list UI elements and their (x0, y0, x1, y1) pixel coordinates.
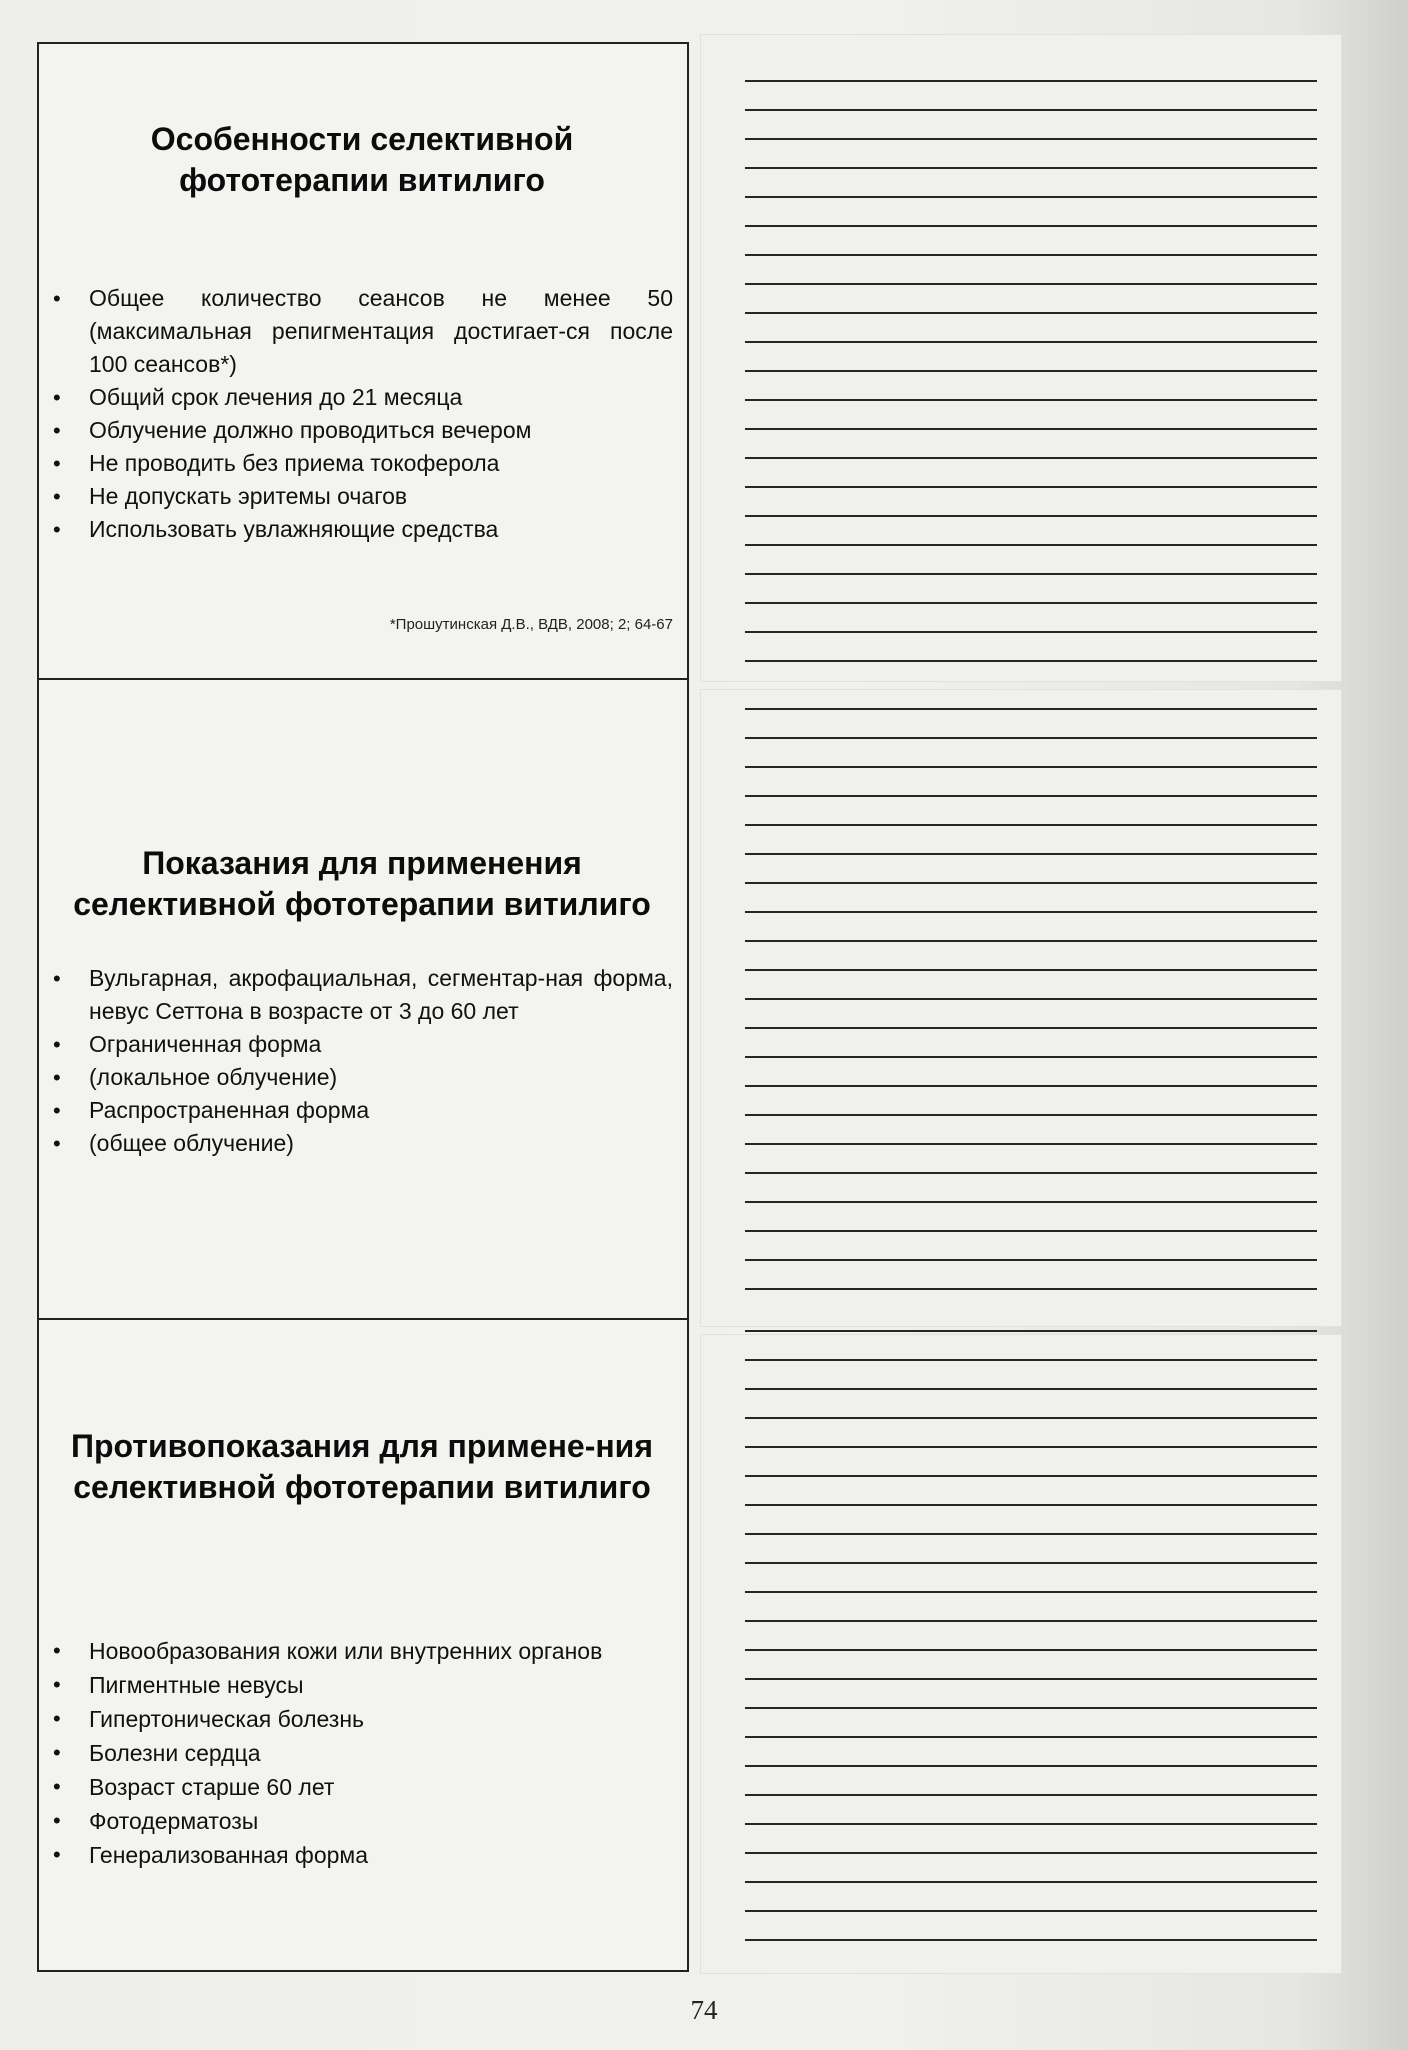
bullet-icon: • (53, 1740, 61, 1765)
bullet-icon: • (53, 1032, 61, 1057)
note-rule-line (745, 1359, 1317, 1361)
note-rule-line (745, 1736, 1317, 1738)
list-item: • Гипертоническая болезнь (51, 1702, 673, 1736)
list-item: • Вульгарная, акрофациальная, сегментар-ная форма, невус Сеттона в возрасте от 3 до 60 лет (51, 962, 673, 1028)
bullet-list (51, 1634, 673, 1872)
note-rule-line (745, 1794, 1317, 1796)
note-rule-line (745, 399, 1317, 401)
bullet-icon: • (53, 1774, 61, 1799)
note-rule-line (745, 457, 1317, 459)
list-item: • Использовать увлажняющие средства (51, 513, 673, 546)
note-rule-line (745, 1533, 1317, 1535)
slide-title: Особенности селективной фототерапии витилиго (150, 121, 574, 198)
note-rule-line (745, 1288, 1317, 1290)
list-item: • Возраст старше 60 лет (51, 1770, 673, 1804)
bullet-icon: • (53, 1672, 61, 1697)
note-rule-line (745, 370, 1317, 372)
list-item: • Ограниченная форма (51, 1028, 673, 1061)
note-rule-line (745, 882, 1317, 884)
bullet-icon: • (53, 451, 61, 476)
note-rule-line (745, 1562, 1317, 1564)
note-rule-line (745, 1230, 1317, 1232)
note-rule-line (745, 515, 1317, 517)
note-panel (700, 34, 1342, 682)
note-rule-line (745, 312, 1317, 314)
note-rule-line (745, 1388, 1317, 1390)
note-rule-line (745, 631, 1317, 633)
note-rule-line (745, 1446, 1317, 1448)
note-rule-line (745, 1620, 1317, 1622)
note-rule-line (745, 80, 1317, 82)
note-rule-line (745, 1649, 1317, 1651)
bullet-icon: • (53, 1098, 61, 1123)
note-rule-line (745, 1881, 1317, 1883)
bullet-icon: • (53, 517, 61, 542)
list-item: • (общее облучение) (51, 1127, 673, 1160)
note-rule-line (745, 254, 1317, 256)
note-rule-line (745, 824, 1317, 826)
note-rule-line (745, 167, 1317, 169)
bullet-icon: • (53, 286, 61, 311)
note-rule-line (745, 109, 1317, 111)
note-rule-line (745, 1085, 1317, 1087)
note-rule-line (745, 1201, 1317, 1203)
list-item: • Болезни сердца (51, 1736, 673, 1770)
notes-column (700, 34, 1342, 1974)
note-rule-line (745, 1259, 1317, 1261)
bullet-icon: • (53, 1842, 61, 1867)
note-rule-line (745, 1939, 1317, 1941)
note-rule-line (745, 1056, 1317, 1058)
bullet-icon: • (53, 1808, 61, 1833)
note-rule-line (745, 1114, 1317, 1116)
note-rule-line (745, 737, 1317, 739)
note-rule-line (745, 428, 1317, 430)
list-item: • Генерализованная форма (51, 1838, 673, 1872)
note-rule-line (745, 1330, 1317, 1332)
slides-column (37, 42, 689, 1972)
bullet-icon: • (53, 966, 61, 991)
note-rule-line (745, 1707, 1317, 1709)
bullet-icon: • (53, 1706, 61, 1731)
note-rule-line (745, 1823, 1317, 1825)
note-rule-line (745, 341, 1317, 343)
note-rule-line (745, 940, 1317, 942)
note-rule-line (745, 1143, 1317, 1145)
note-rule-line (745, 1910, 1317, 1912)
list-item: • (локальное облучение) (51, 1061, 673, 1094)
bullet-list (51, 282, 673, 546)
note-rule-line (745, 911, 1317, 913)
note-rule-line (745, 225, 1317, 227)
note-rule-line (745, 1504, 1317, 1506)
bullet-icon: • (53, 385, 61, 410)
slide-title: Противопоказания для примене-ния селективной фототерапии витилиго (70, 1428, 654, 1505)
note-panel (700, 1334, 1342, 1974)
list-item: • Не проводить без приема токоферола (51, 447, 673, 480)
note-rule-line (745, 486, 1317, 488)
note-rule-line (745, 1027, 1317, 1029)
bullet-icon: • (53, 484, 61, 509)
slide-title: Показания для применения селективной фототерапии витилиго (73, 845, 651, 922)
list-item: • Общее количество сеансов не менее 50 (максимальная репигментация достигает-ся после 100 сеансов*) (51, 282, 673, 381)
list-item: • Распространенная форма (51, 1094, 673, 1127)
note-rule-line (745, 138, 1317, 140)
note-rule-line (745, 1172, 1317, 1174)
bullet-icon: • (53, 1065, 61, 1090)
list-item: • Общий срок лечения до 21 месяца (51, 381, 673, 414)
note-rule-line (745, 1765, 1317, 1767)
list-item: • Новообразования кожи или внутренних органов (51, 1634, 673, 1668)
note-rule-line (745, 1678, 1317, 1680)
note-rule-line (745, 660, 1317, 662)
slide-indications (39, 680, 687, 1320)
bullet-icon: • (53, 418, 61, 443)
list-item: • Облучение должно проводиться вечером (51, 414, 673, 447)
bullet-icon: • (53, 1131, 61, 1156)
list-item: • Фотодерматозы (51, 1804, 673, 1838)
note-rule-line (745, 573, 1317, 575)
note-rule-line (745, 998, 1317, 1000)
note-rule-line (745, 544, 1317, 546)
note-rule-line (745, 602, 1317, 604)
bullet-list (51, 962, 673, 1160)
note-rule-line (745, 1852, 1317, 1854)
note-rule-line (745, 708, 1317, 710)
note-rule-line (745, 1591, 1317, 1593)
note-rule-line (745, 1417, 1317, 1419)
note-rule-line (745, 1475, 1317, 1477)
list-item: • Не допускать эритемы очагов (51, 480, 673, 513)
note-rule-line (745, 795, 1317, 797)
note-rule-line (745, 853, 1317, 855)
bullet-icon: • (53, 1638, 61, 1663)
footnote: *Прошутинская Д.В., ВДВ, 2008; 2; 64-67 (389, 616, 673, 633)
list-item: • Пигментные невусы (51, 1668, 673, 1702)
slide-contraindications (39, 1320, 687, 1972)
note-rule-line (745, 969, 1317, 971)
note-rule-line (745, 283, 1317, 285)
note-rule-line (745, 196, 1317, 198)
page-number: 74 (690, 1995, 718, 2025)
note-rule-line (745, 766, 1317, 768)
slide-features (39, 44, 687, 680)
